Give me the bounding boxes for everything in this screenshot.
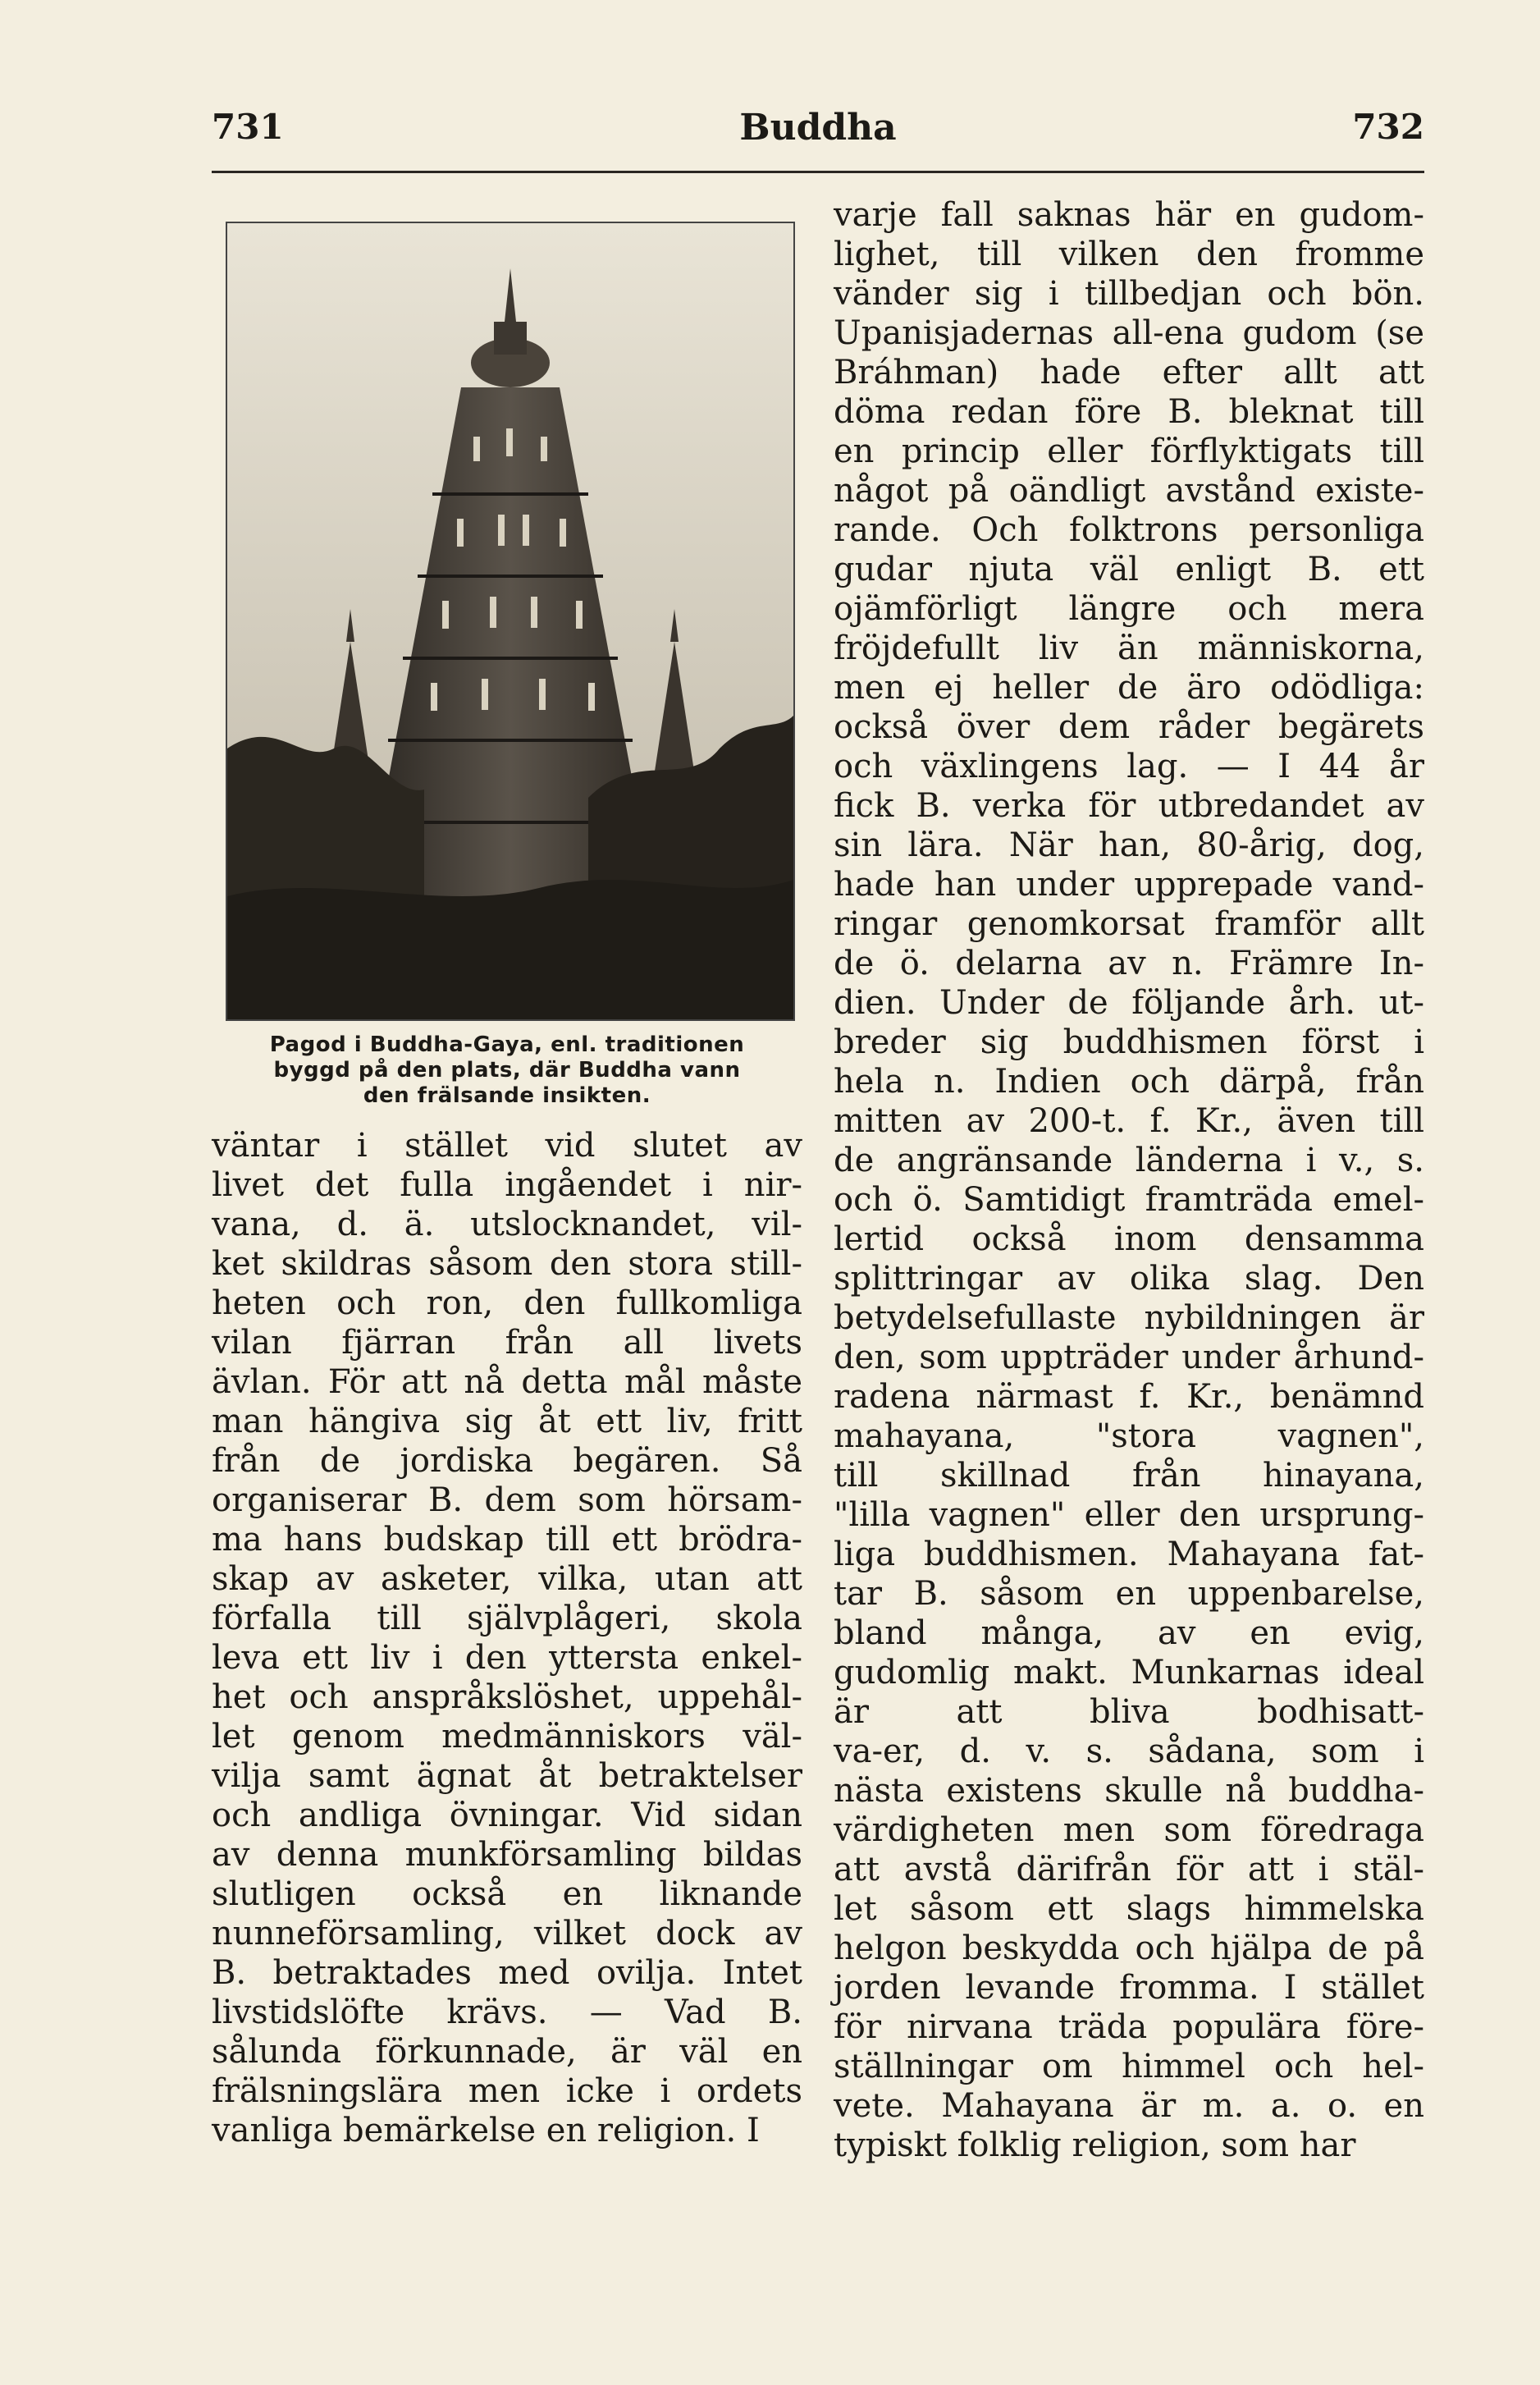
text-line: B. betraktades med ovilja. Intet [212, 1954, 802, 1992]
text-line: sålunda förkunnade, är väl en [212, 2033, 802, 2071]
text-line: de angränsande länderna i v., s. [834, 1142, 1424, 1179]
text-line: breder sig buddhismen först i [834, 1023, 1424, 1061]
text-line: vana, d. ä. utslocknandet, vil- [212, 1206, 802, 1243]
text-line: Bráhman) hade efter allt att [834, 354, 1424, 391]
text-line: mahayana, "stora vagnen", [834, 1417, 1424, 1455]
text-line: organiserar B. dem som hörsam- [212, 1481, 802, 1519]
text-line: förfalla till självplågeri, skola [212, 1600, 802, 1637]
text-line: fröjdefullt liv än människorna, [834, 629, 1424, 667]
text-line: va-er, d. v. s. sådana, som i [834, 1733, 1424, 1770]
text-line: från de jordiska begären. Så [212, 1442, 802, 1480]
text-line: något på oändligt avstånd existe- [834, 472, 1424, 510]
text-line: vilan fjärran från all livets [212, 1324, 802, 1362]
text-line: väntar i stället vid slutet av [212, 1127, 802, 1165]
text-line: fick B. verka för utbredandet av [834, 787, 1424, 825]
text-line: dien. Under de följande årh. ut- [834, 984, 1424, 1022]
text-line: vanliga bemärkelse en religion. I [212, 2112, 760, 2149]
text-line: rande. Och folktrons personliga [834, 511, 1424, 549]
text-line: ma hans budskap till ett brödra- [212, 1521, 802, 1559]
text-line: ket skildras såsom den stora still- [212, 1245, 802, 1283]
text-line: ställningar om himmel och hel- [834, 2048, 1424, 2085]
text-line: radena närmast f. Kr., benämnd [834, 1378, 1424, 1416]
text-line: men ej heller de äro odödliga: [834, 669, 1424, 707]
header-rule [212, 171, 1424, 173]
text-line: ävlan. För att nå detta mål måste [212, 1363, 802, 1401]
text-line: let genom medmänniskors väl- [212, 1718, 802, 1756]
text-line: lertid också inom densamma [834, 1220, 1424, 1258]
text-line: hade han under upprepade vand- [834, 866, 1424, 904]
text-line: livet det fulla ingåendet i nir- [212, 1166, 802, 1204]
text-line: ojämförligt längre och mera [834, 590, 1424, 628]
text-line: varje fall saknas här en gudom- [834, 196, 1424, 234]
text-line: sin lära. När han, 80-årig, dog, [834, 826, 1424, 864]
text-line: den, som uppträder under århund- [834, 1339, 1424, 1376]
text-line: slutligen också en liknande [212, 1875, 802, 1913]
text-line: de ö. delarna av n. Främre In- [834, 945, 1424, 982]
text-line: gudar njuta väl enligt B. ett [834, 551, 1424, 588]
text-line: splittringar av olika slag. Den [834, 1260, 1424, 1298]
text-line: skap av asketer, vilka, utan att [212, 1560, 802, 1598]
text-line: vänder sig i tillbedjan och bön. [834, 275, 1424, 313]
left-text-column [212, 1126, 802, 2150]
text-line: livstidslöfte krävs. — Vad B. [212, 1994, 802, 2031]
text-line: let såsom ett slags himmelska [834, 1890, 1424, 1928]
text-line: värdigheten men som föredraga [834, 1811, 1424, 1849]
text-line: hela n. Indien och därpå, från [834, 1063, 1424, 1101]
caption-line: den frälsande insikten. [363, 1083, 651, 1108]
text-line: nästa existens skulle nå buddha- [834, 1772, 1424, 1810]
page-number-left: 731 [212, 107, 284, 147]
text-line: också över dem råder begärets [834, 708, 1424, 746]
text-line: liga buddhismen. Mahayana fat- [834, 1536, 1424, 1573]
text-line: för nirvana träda populära före- [834, 2008, 1424, 2046]
text-line: är att bliva bodhisatt- [834, 1693, 1424, 1731]
text-line: ringar genomkorsat framför allt [834, 905, 1424, 943]
text-line: betydelsefullaste nybildningen är [834, 1299, 1424, 1337]
text-line: helgon beskydda och hjälpa de på [834, 1930, 1424, 1967]
text-line: tar B. såsom en uppenbarelse, [834, 1575, 1424, 1613]
text-line: och växlingens lag. — I 44 år [834, 748, 1424, 785]
caption-line: byggd på den plats, där Buddha vann [273, 1058, 741, 1083]
text-line: gudomlig makt. Munkarnas ideal [834, 1654, 1424, 1691]
text-line: bland många, av en evig, [834, 1614, 1424, 1652]
page-header [212, 107, 1424, 164]
text-line: nunneförsamling, vilket dock av [212, 1915, 802, 1952]
text-line: leva ett liv i den yttersta enkel- [212, 1639, 802, 1677]
text-line: och ö. Samtidigt framträda emel- [834, 1181, 1424, 1219]
page-title: Buddha [739, 107, 897, 149]
figure-caption [212, 1032, 802, 1109]
right-text-column [834, 195, 1424, 2165]
caption-line: Pagod i Buddha-Gaya, enl. traditionen [269, 1032, 745, 1057]
text-line: av denna munkförsamling bildas [212, 1836, 802, 1874]
text-line: och andliga övningar. Vid sidan [212, 1797, 802, 1834]
pagoda-photo [226, 222, 795, 1021]
text-line: het och anspråkslöshet, uppehål- [212, 1678, 802, 1716]
text-line: att avstå därifrån för att i stäl- [834, 1851, 1424, 1888]
text-line: mitten av 200-t. f. Kr., även till [834, 1102, 1424, 1140]
text-line: döma redan före B. bleknat till [834, 393, 1424, 431]
text-line: vete. Mahayana är m. a. o. en [834, 2087, 1424, 2125]
text-line: jorden levande fromma. I stället [834, 1969, 1424, 2007]
text-line: man hängiva sig åt ett liv, fritt [212, 1403, 802, 1440]
text-line: Upanisjadernas all-ena gudom (se [834, 314, 1424, 352]
text-line: lighet, till vilken den fromme [834, 236, 1424, 273]
text-line: till skillnad från hinayana, [834, 1457, 1424, 1495]
text-line: vilja samt ägnat åt betraktelser [212, 1757, 802, 1795]
text-line: typiskt folklig religion, som har [834, 2126, 1356, 2164]
text-line: en princip eller förflyktigats till [834, 433, 1424, 470]
text-line: "lilla vagnen" eller den ursprung- [834, 1496, 1424, 1534]
text-line: frälsningslära men icke i ordets [212, 2072, 802, 2110]
text-line: heten och ron, den fullkomliga [212, 1284, 802, 1322]
page-number-right: 732 [1352, 107, 1424, 147]
